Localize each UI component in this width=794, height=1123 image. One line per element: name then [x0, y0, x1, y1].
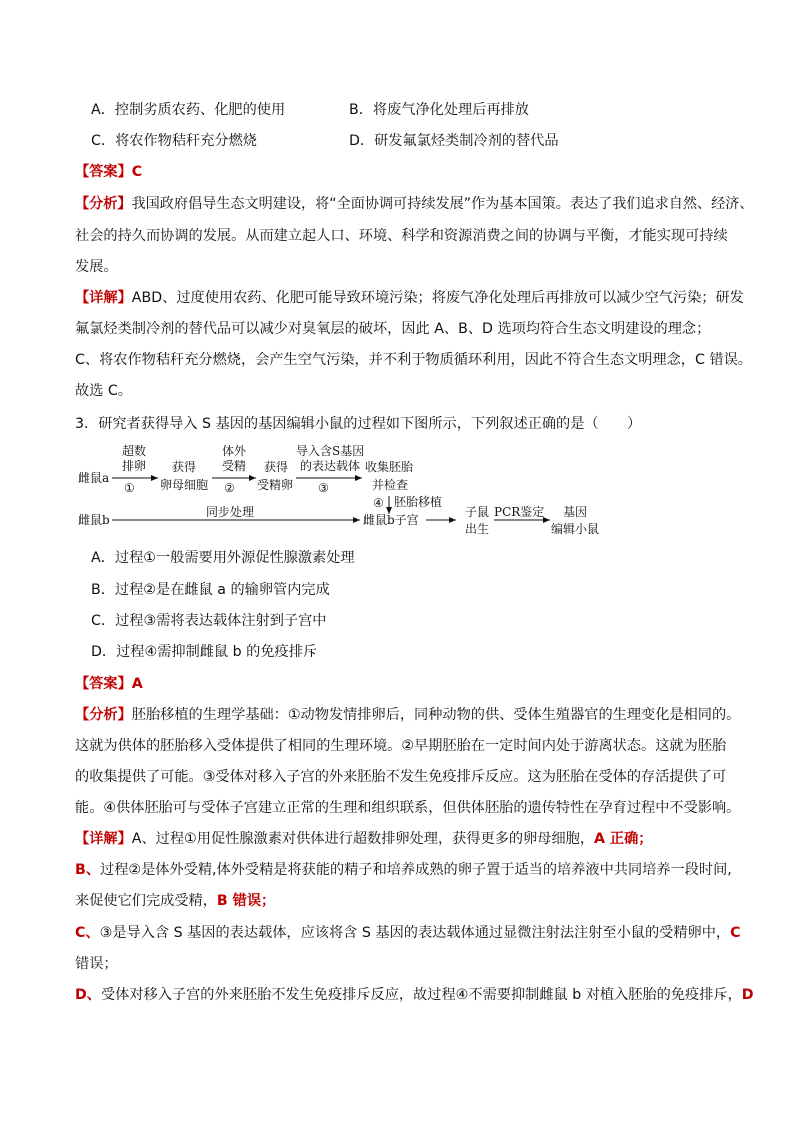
- uterus-label: 雌鼠b子宫: [363, 513, 419, 527]
- mouse-b-label: 雌鼠b: [78, 513, 110, 527]
- step2-label-2: 受精: [222, 459, 247, 473]
- pup-label-1: 子鼠: [465, 505, 490, 519]
- step3-number: ③: [318, 481, 329, 495]
- q3-detail-line-5: 错误；: [75, 956, 118, 972]
- detail-text: 过程②是体外受精,体外受精是将获能的精子和培养成熟的卵子置于适当的培养液中共同培养一段时间,: [100, 862, 732, 878]
- obtain-zygote-label-2: 受精卵: [257, 478, 294, 492]
- q3-stem: 3．研究者获得导入 S 基因的基因编辑小鼠的过程如下图所示，下列叙述正确的是（ ）: [75, 416, 642, 432]
- q3-detail-line-2: [75, 860, 732, 880]
- q2-analysis-line-3: 发展。: [75, 259, 118, 275]
- sync-label: 同步处理: [206, 505, 255, 519]
- q2-option-d: D．研发氟氯烃类制冷剂的替代品: [349, 133, 559, 149]
- detail-option-tag: B、: [75, 862, 101, 878]
- q2-detail-line-3: C、将农作物秸秆充分燃烧，会产生空气污染，并不利于物质循环利用，因此不符合生态文明理念，C 错误。: [75, 352, 752, 368]
- q3-option-d: D．过程④需抑制雌鼠 b 的免疫排斥: [91, 644, 318, 660]
- step4-number: ④: [373, 496, 384, 510]
- pcr-label: PCR鉴定: [494, 505, 545, 519]
- obtain-zygote-label-1: 获得: [264, 460, 289, 474]
- analysis-text: 胚胎移植的生理学基础：①动物发情排卵后，同种动物的供、受体生殖器官的生理变化是相同的。: [131, 707, 741, 723]
- collect-label-2: 并检查: [372, 478, 409, 492]
- answer-tag: 【答案】: [75, 676, 132, 692]
- detail-option-tag: D、: [75, 987, 101, 1003]
- detail-option-tag: C、: [75, 925, 100, 941]
- answer-tag: 【答案】: [75, 164, 132, 180]
- detail-verdict: C: [730, 925, 741, 941]
- answer-value: C: [131, 164, 143, 180]
- q3-analysis-line-2: 这就为供体的胚胎移入受体提供了相同的生理环境。②早期胚胎在一定时间内处于游离状态。这就为胚胎: [75, 738, 727, 754]
- obtain-egg-label-1: 获得: [172, 460, 197, 474]
- result-label-1: 基因: [563, 505, 588, 519]
- q2-analysis-line-2: 社会的持久而协调的发展。从而建立起人口、环境、科学和资源消费之间的协调与平衡，才能实现可持续: [75, 228, 728, 244]
- step2-number: ②: [224, 481, 235, 495]
- transfer-label: 胚胎移植: [394, 495, 443, 509]
- result-label-2: 编辑小鼠: [551, 522, 600, 536]
- step3-label-2: 的表达载体: [300, 459, 361, 473]
- q2-option-c: C．将农作物秸秆充分燃烧: [91, 133, 257, 149]
- detail-text: A、过程①用促性腺激素对供体进行超数排卵处理，获得更多的卵母细胞，: [131, 831, 595, 847]
- detail-text: ABD、过度使用农药、化肥可能导致环境污染；将废气净化处理后再排放可以减少空气污染；研发: [131, 290, 744, 306]
- q2-option-a: A．控制劣质农药、化肥的使用: [91, 102, 286, 118]
- detail-text: ③是导入含 S 基因的表达载体，应该将含 S 基因的表达载体通过显微注射法注射至小鼠的受精卵中，: [99, 925, 731, 941]
- detail-verdict: A 正确；: [594, 831, 653, 847]
- step1-label-1: 超数: [122, 444, 147, 458]
- detail-tag: 【详解】: [75, 290, 132, 306]
- obtain-egg-label-2: 卵母细胞: [160, 478, 209, 492]
- q2-detail-line-4: 故选 C。: [75, 383, 132, 399]
- step1-number: ①: [124, 481, 135, 495]
- step3-label-1: 导入含S基因: [296, 444, 365, 458]
- step2-label-1: 体外: [222, 444, 247, 458]
- detail-verdict: B 错误；: [216, 893, 276, 909]
- q3-detail-line-4: [75, 923, 741, 943]
- detail-text: 来促使它们完成受精，: [75, 893, 217, 909]
- q3-detail-line-6: [75, 985, 754, 1005]
- detail-text: 受体对移入子宫的外来胚胎不发生免疫排斥反应，故过程④不需要抑制雌鼠 b 对植入胚胎的免疫排斥，: [100, 987, 742, 1003]
- q3-answer: [75, 674, 143, 694]
- analysis-tag: 【分析】: [75, 707, 132, 723]
- analysis-tag: 【分析】: [75, 196, 132, 212]
- q3-analysis-line-4: 能。④供体胚胎可与受体子宫建立正常的生理和组织联系，但供体胚胎的遗传特性在孕育过程中不受影响。: [75, 800, 741, 816]
- step1-label-2: 排卵: [122, 459, 147, 473]
- mouse-a-label: 雌鼠a: [78, 471, 110, 485]
- q2-detail-line-2: 氟氯烃类制冷剂的替代品可以减少对臭氧层的破坏，因此 A、B、D 选项均符合生态文明建设的理念；: [75, 321, 711, 337]
- q3-analysis-line-3: 的收集提供了可能。③受体对移入子宫的外来胚胎不发生免疫排斥反应。这为胚胎在受体的存活提供了可: [75, 769, 727, 785]
- answer-value: A: [131, 676, 143, 692]
- analysis-text: 我国政府倡导生态文明建设，将“全面协调可持续发展”作为基本国策。表达了我们追求自然、经济、: [131, 196, 754, 212]
- detail-tag: 【详解】: [75, 831, 132, 847]
- q3-analysis-line-1: [75, 705, 740, 725]
- q3-option-c: C．过程③需将表达载体注射到子宫中: [91, 613, 327, 629]
- pup-label-2: 出生: [465, 522, 490, 536]
- detail-verdict: D: [741, 987, 754, 1003]
- q3-option-a: A．过程①一般需要用外源促性腺激素处理: [91, 550, 355, 566]
- q3-option-b: B．过程②是在雌鼠 a 的输卵管内完成: [91, 582, 330, 598]
- q2-option-b: B．将废气净化处理后再排放: [349, 102, 529, 118]
- q3-detail-line-1: [75, 829, 653, 849]
- collect-label-1: 收集胚胎: [365, 460, 414, 474]
- q3-detail-line-3: [75, 891, 275, 911]
